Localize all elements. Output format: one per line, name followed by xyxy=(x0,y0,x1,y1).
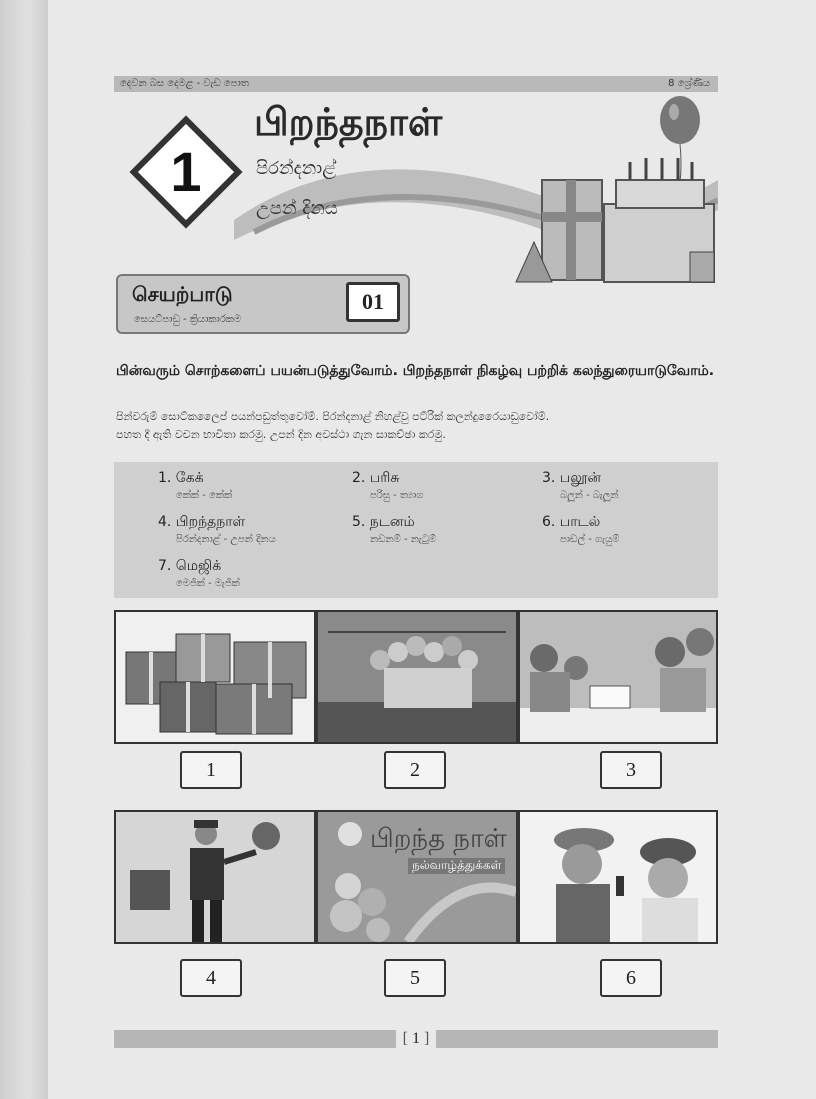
header-right-text: 8 ශ්‍රේණිය xyxy=(668,78,710,89)
picture-number-box: 2 xyxy=(384,751,446,789)
vocab-item xyxy=(158,514,276,545)
vocab-meaning: කේක් - කේක් xyxy=(176,490,233,501)
kids-singing-photo-icon xyxy=(520,812,716,942)
lesson-subtitle-meaning: උපන් දිනය xyxy=(256,198,338,219)
photo-children-party xyxy=(518,610,718,744)
photo-magician xyxy=(114,810,316,944)
vocab-meaning: පරිසු - ත්‍යාග xyxy=(370,490,424,501)
picture-number-box: 1 xyxy=(180,751,242,789)
birthday-card-subtitle: நல்வாழ்த்துக்கள் xyxy=(408,858,505,874)
header-bar xyxy=(114,76,718,92)
photo-kids-singing xyxy=(518,810,718,944)
page-number-value: 1 xyxy=(412,1030,420,1047)
book-spine xyxy=(0,0,48,1099)
birthday-card-title: பிறந்த நாள் xyxy=(370,824,508,854)
vocab-meaning: පාඩල් - ගැයුම් xyxy=(560,534,620,545)
vocab-item xyxy=(158,558,240,589)
vocab-word: 1. கேக் xyxy=(158,470,204,486)
vocab-word: 5. நடனம் xyxy=(352,514,415,530)
vocab-item xyxy=(542,470,619,501)
instruction-sinhala xyxy=(116,408,716,444)
picture-number-box: 3 xyxy=(600,751,662,789)
vocab-item xyxy=(542,514,619,545)
instruction-tamil: பின்வரும் சொற்களைப் பயன்படுத்துவோம். பிறந்தநாள் நிகழ்வு பற்றிக் கலந்துரையாடுவோம். xyxy=(116,363,715,379)
lesson-subtitle-translit: පිරන්දනාළ් xyxy=(256,158,336,179)
vocab-word: 7. மெஜிக் xyxy=(158,558,222,574)
balloon-decoration-photo-icon xyxy=(318,612,516,742)
vocab-meaning: බලූන් - බැලූන් xyxy=(560,490,619,501)
activity-subtitle: සෙයට්පාඩු - ක්‍රියාකාරකම xyxy=(134,314,242,325)
picture-number-box: 4 xyxy=(180,959,242,997)
vocabulary-box xyxy=(114,462,718,598)
vocab-item xyxy=(352,514,436,545)
birthday-cake-gifts-illustration xyxy=(512,92,718,292)
lesson-title: பிறந்தநாள் xyxy=(254,100,443,144)
instruction-sinhala-line2: පහත දී ඇති වචන භාවිතා කරමු. උපන් දින අවස්ථා ගැන සාකච්ඡා කරමු. xyxy=(116,428,446,441)
vocab-meaning: පිරන්දනාළ් - උපන් දිනය xyxy=(176,534,276,545)
vocab-item xyxy=(352,470,424,501)
photo-gift-boxes xyxy=(114,610,316,744)
instruction-sinhala-line1: පින්වරුම් සොට්කලෛප් පයන්පඩුත්තුවෝම්. පිරන්දනාළ් නිහළ්වු පට්රික් කලන්දුරෛයාඩුවෝම්. xyxy=(116,410,550,423)
vocab-meaning: මෙජික් - මැජික් xyxy=(176,578,240,589)
vocab-item xyxy=(158,470,232,501)
header-left-text: දෙවන බස දෙමළ - වැඩ පොත xyxy=(120,78,249,89)
photo-balloon-decoration xyxy=(316,610,518,744)
lesson-number: 1 xyxy=(170,140,202,203)
gift-boxes-photo-icon xyxy=(116,612,314,742)
page-number: [ 1 ] xyxy=(396,1027,436,1051)
vocab-word: 2. பரிசு xyxy=(352,470,400,486)
vocab-meaning: නඩනම් - නැටුම් xyxy=(370,534,437,545)
vocab-word: 4. பிறந்தநாள் xyxy=(158,514,246,530)
magician-photo-icon xyxy=(116,812,314,942)
children-party-photo-icon xyxy=(520,612,716,742)
picture-number-box: 5 xyxy=(384,959,446,997)
activity-title: செயற்பாடு xyxy=(132,282,233,306)
vocab-word: 3. பலூன் xyxy=(542,470,601,486)
picture-number-box: 6 xyxy=(600,959,662,997)
vocab-word: 6. பாடல் xyxy=(542,514,601,530)
activity-number: 01 xyxy=(346,282,400,322)
